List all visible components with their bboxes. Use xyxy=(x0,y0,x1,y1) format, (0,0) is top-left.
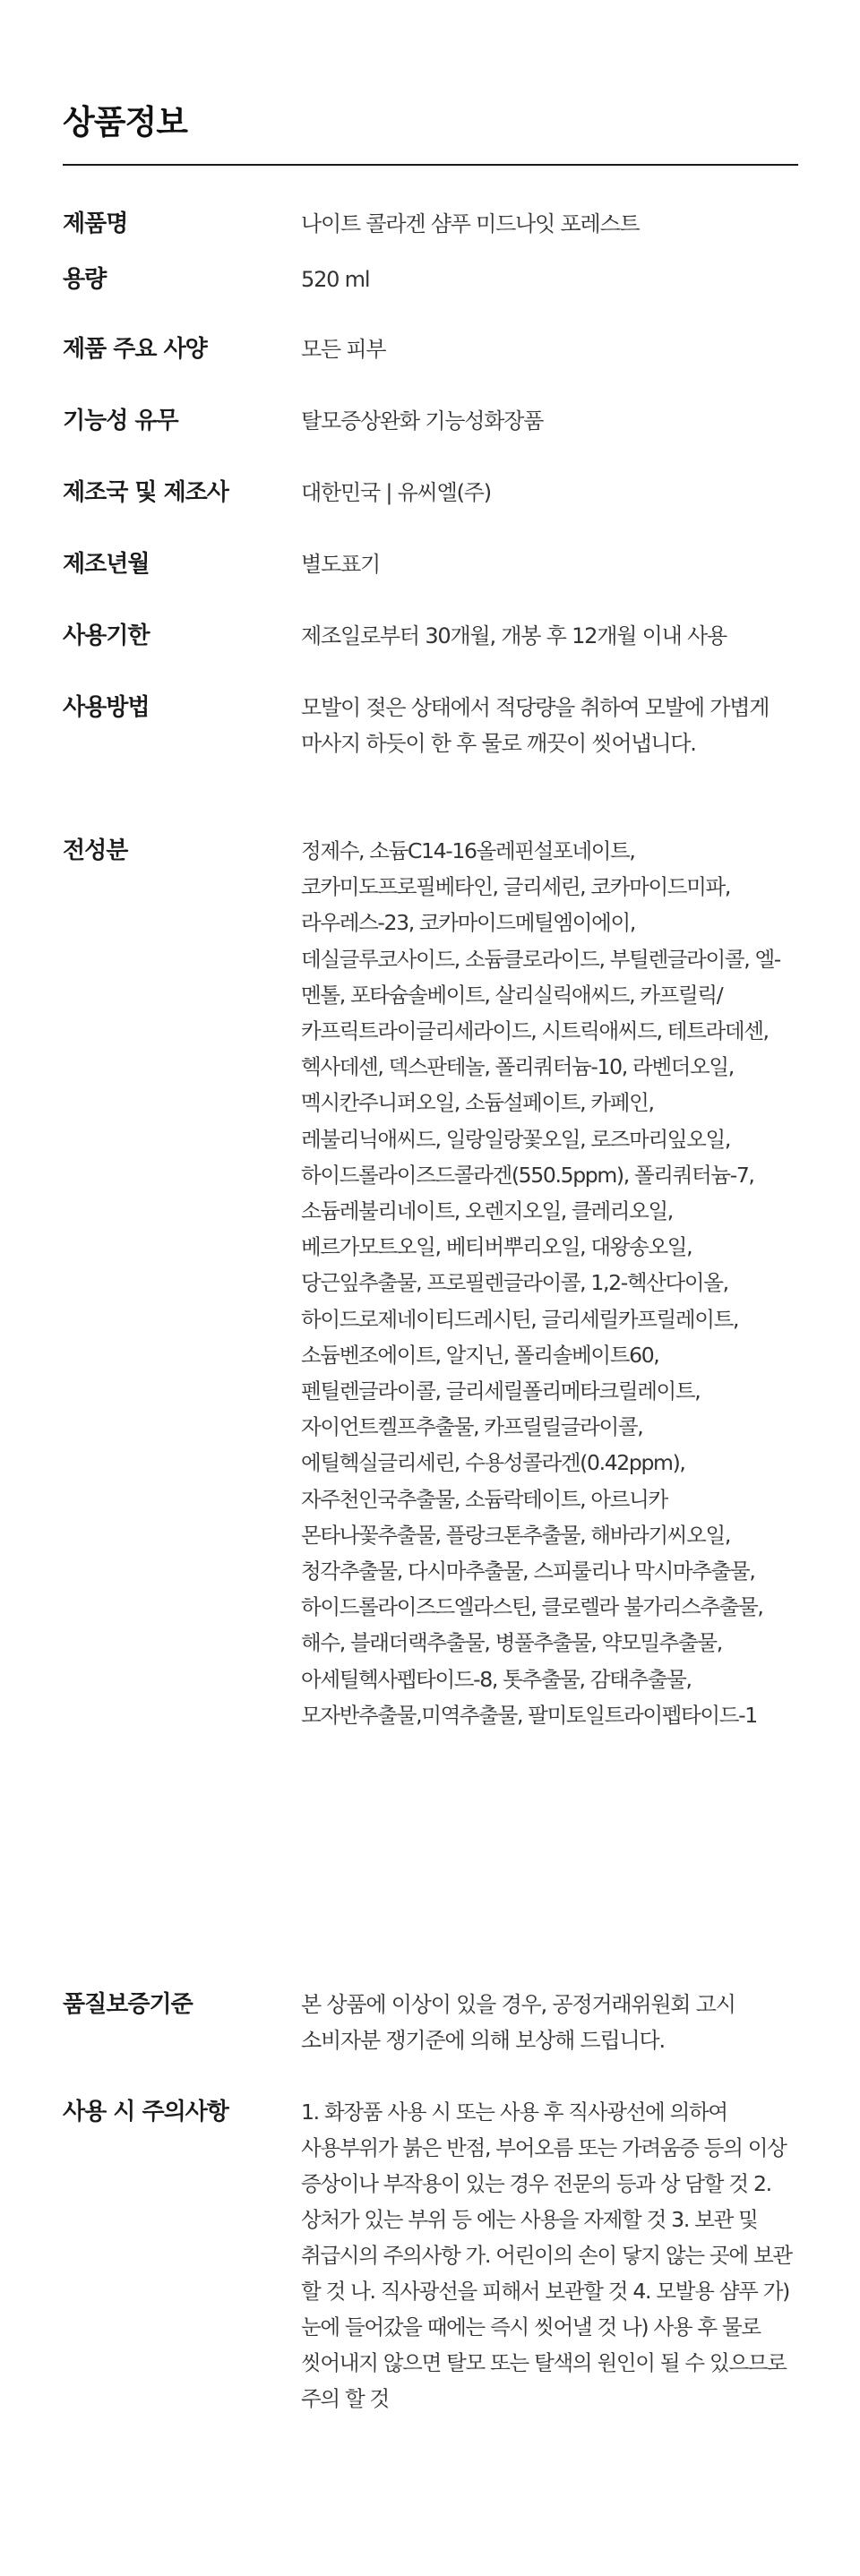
row-value: 1. 화장품 사용 시 또는 사용 후 직사광선에 의하여 사용부위가 붉은 반점, 부어오름 또는 가려움증 등의 이상 증상이나 부작용이 있는 경우 전문의 등과 상 담할 것 2. 상처가 있는 부위 등 에는 사용을 자제할 것 3. 보관 및 취급시의 주의사항 가. 어린이의 손이 닿지 않는 곳에 보관 할 것 나. 직사광선을 피해서 보관할 것 4. 모발용 샴푸 가) 눈에 들어갔을 때에는 즉시 씻어낼 것 나) 사용 후 물로 씻어내지 않으면 탈모 또는 탈색의 원인이 될 수 있으므로 주의 할 것 xyxy=(301,2099,792,2411)
row-value: 탈모증상완화 기능성화장품 xyxy=(301,408,544,434)
row-value: 모든 피부 xyxy=(301,337,386,362)
row-label: 품질보증기준 xyxy=(63,1991,193,2018)
row-value: 모발이 젖은 상태에서 적당량을 취하여 모발에 가볍게 마사지 하듯이 한 후 물로 깨끗이 씻어냅니다. xyxy=(301,695,770,756)
row-value: 나이트 콜라겐 샴푸 미드나잇 포레스트 xyxy=(301,211,640,236)
row-label: 기능성 유무 xyxy=(63,408,178,434)
row-label: 제품 주요 사양 xyxy=(63,336,207,363)
section-title: 상품정보 xyxy=(63,103,187,142)
row-label: 제조국 및 제조사 xyxy=(63,479,228,506)
row-label: 전성분 xyxy=(63,837,128,864)
row-value: 520 ml xyxy=(301,267,370,292)
row-label: 제품명 xyxy=(63,210,128,237)
row-value: 제조일로부터 30개월, 개봉 후 12개월 이내 사용 xyxy=(301,623,727,648)
row-value: 정제수, 소듐C14-16올레핀설포네이트, 코카미도프로필베타인, 글리세린, 코카마이드미파, 라우레스-23, 코카마이드메틸엠이에이, 데실글루코사이드, 소듐클로라이드, 부틸렌글라이콜, 엘-멘톨, 포타슘솔베이트, 살리실릭애씨드, 카프릴릭/카프릭트라이글리세라이드, 시트릭애씨드, 테트라데센, 헥사데센, 덱스판테놀, 폴리쿼터늄-10, 라벤더오일, 멕시칸주니퍼오일, 소듐설페이트, 카페인, 레불리닉애씨드, 일랑일랑꽃오일, 로즈마리잎오일, 하이드롤라이즈드콜라겐(550.5ppm), 폴리쿼터늄-7, 소듐레불리네이트, 오렌지오일, 클레리오일, 베르가모트오일, 베티버뿌리오일, 대왕송오일, 당근잎추출물, 프로필렌글라이콜, 1,2-헥산다이올, 하이드로제네이티드레시틴, 글리세릴카프릴레이트, 소듐벤조에이트, 알지닌, 폴리솔베이트60, 펜틸렌글라이콜, 글리세릴폴리메타크릴레이트, 자이언트켈프추출물, 카프릴릴글라이콜, 에틸헥실글리세린, 수용성콜라겐(0.42ppm), 자주천인국추출물, 소듐락테이트, 아르니카 몬타나꽃추출물, 플랑크톤추출물, 해바라기씨오일, 청각추출물, 다시마추출물, 스피룰리나 막시마추출물, 하이드롤라이즈드엘라스틴, 클로렐라 불가리스추출물, 해수, 블래더랙추출물, 병풀추출물, 약모밀추출물, 아세틸헥사펩타이드-8, 톳추출물, 감태추출물, 모자반추출물,미역추출물, 팔미토일트라이펩타이드-1 xyxy=(301,838,780,1728)
row-value: 별도표기 xyxy=(301,552,380,577)
row-label: 사용기한 xyxy=(63,623,150,649)
row-label: 제조년월 xyxy=(63,551,150,578)
row-label: 사용 시 주의사항 xyxy=(63,2099,228,2125)
row-value: 대한민국 | 유씨엘(주) xyxy=(301,480,491,505)
row-label: 용량 xyxy=(63,266,107,293)
row-value: 본 상품에 이상이 있을 경우, 공정거래위원회 고시 소비자분 쟁기준에 의해 보상해 드립니다. xyxy=(301,1992,735,2053)
row-label: 사용방법 xyxy=(63,694,150,721)
title-divider xyxy=(63,164,798,166)
